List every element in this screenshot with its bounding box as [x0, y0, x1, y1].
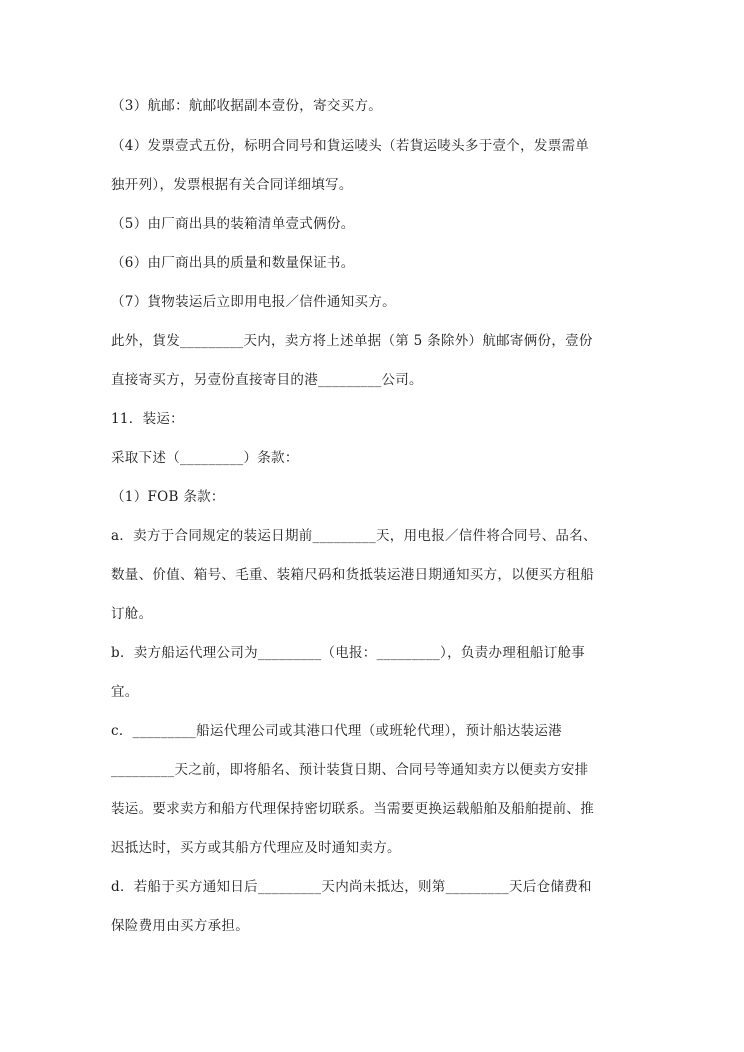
fob-item-d-end: 保险费用由买方承担。: [111, 918, 249, 934]
additional-docs-paragraph-cont: 直接寄买方，另壹份直接寄目的港_________公司。: [111, 372, 423, 388]
fob-item-c: c．_________船运代理公司或其港口代理（或班轮代理），预计船达装运港: [111, 723, 562, 739]
fob-item-a-end: 订舱。: [111, 606, 153, 622]
additional-docs-paragraph: 此外，貨发_________天内，卖方将上述单据（第 5 条除外）航邮寄俩份，壹份: [111, 333, 593, 349]
clause-4-invoice: （4）发票壹式五份，标明合同号和貨运唛头（若貨运唛头多于壹个，发票需单: [111, 138, 590, 154]
clause-6-quality-cert: （6）由厂商出具的质量和数量保证书。: [111, 255, 355, 271]
clause-4-invoice-cont: 独开列），发票根据有关合同详细填写。: [111, 177, 353, 193]
fob-item-c-end: 迟抵达时，买方或其船方代理应及时通知卖方。: [111, 840, 401, 856]
terms-selection: 采取下述（_________）条款：: [111, 450, 299, 466]
fob-item-b-end: 宜。: [111, 684, 139, 700]
fob-item-c-cont2: 装运。要求卖方和船方代理保持密切联系。当需要更换运载船舶及船舶提前、推: [111, 801, 594, 817]
fob-item-a-cont: 数量、价值、箱号、毛重、装箱尺码和货抵装运港日期通知买方，以便买方租船: [111, 567, 594, 583]
fob-item-d: d．若船于买方通知日后_________天内尚未抵达，则第_________天后仓储费和: [111, 879, 592, 895]
fob-item-a: a．卖方于合同规定的装运日期前_________天，用电报／信件将合同号、品名、: [111, 528, 597, 544]
clause-7-shipping-notice: （7）貨物装运后立即用电报／信件通知买方。: [111, 294, 396, 310]
clause-3-airmail: （3）航邮：航邮收据副本壹份，寄交买方。: [111, 98, 383, 114]
fob-heading: （1）FOB 条款：: [111, 489, 225, 505]
fob-item-b: b．卖方船运代理公司为_________（电报：_________），负责办理租船订舱事: [111, 645, 586, 661]
section-11-heading: 11．装运：: [111, 411, 184, 427]
fob-item-c-cont1: _________天之前，即将船名、预计装貨日期、合同号等通知卖方以便卖方安排: [111, 762, 589, 778]
clause-5-packing-list: （5）由厂商出具的装箱清单壹式俩份。: [111, 216, 355, 232]
